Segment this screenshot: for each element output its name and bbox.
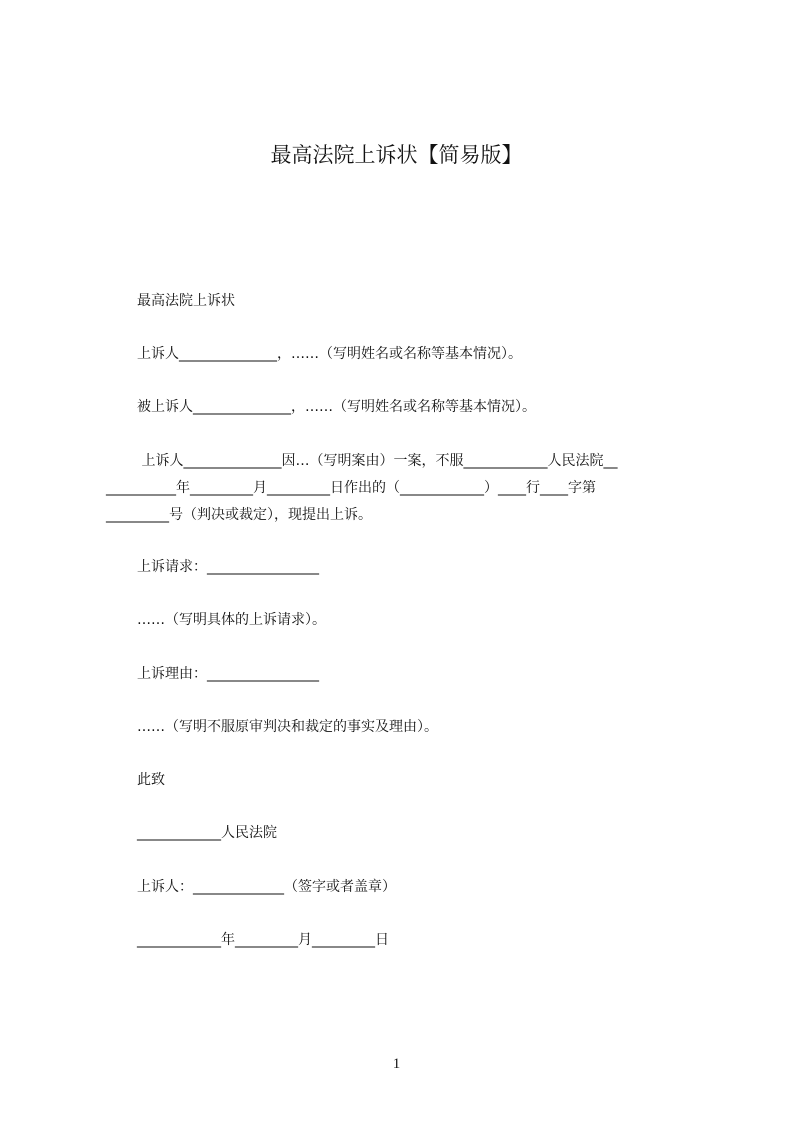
case-line-3: _________号（判决或裁定），现提出上诉。 [106, 507, 372, 523]
appellant-line: 上诉人______________，……（写明姓名或名称等基本情况）。 [137, 346, 522, 362]
reason-label: 上诉理由：________________ [137, 666, 319, 682]
reason-detail: ……（写明不服原审判决和裁定的事实及理由）。 [137, 719, 438, 735]
page-number: 1 [392, 1056, 401, 1072]
appellee-line: 被上诉人______________，……（写明姓名或名称等基本情况）。 [137, 399, 536, 415]
document-heading: 最高法院上诉状 [137, 293, 235, 309]
request-detail: ……（写明具体的上诉请求）。 [137, 612, 326, 628]
case-line-1: 上诉人______________因…（写明案由）一案，不服____________人民法院__ [137, 453, 618, 469]
request-label: 上诉请求：________________ [137, 559, 319, 575]
signature-line: 上诉人：_____________（签字或者盖章） [137, 879, 396, 895]
salutation: 此致 [137, 772, 165, 788]
court-line: ____________人民法院 [137, 825, 277, 841]
date-line: ____________年_________月_________日 [137, 932, 389, 948]
document-title: 最高法院上诉状【简易版】 [270, 143, 523, 167]
case-line-2: __________年_________月_________日作出的（____________）____行____字第 [106, 480, 596, 496]
